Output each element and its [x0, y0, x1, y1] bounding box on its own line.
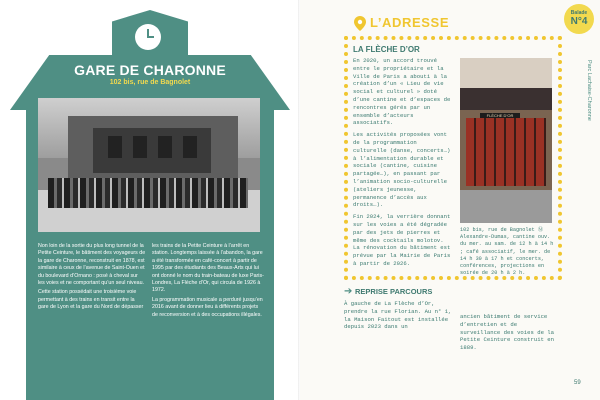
page-title: GARE DE CHARONNE — [74, 62, 226, 78]
reprise-text-right: ancien bâtiment de service d’entretien et de surveillance des voies de la Petite Ceinture construit en 1889. — [460, 313, 554, 352]
historic-photo — [38, 98, 260, 232]
venue-sign: FLÈCHE D’OR — [480, 113, 520, 121]
badge-number: N°4 — [570, 16, 588, 27]
paragraph: Cette station possédait une troisième voie permettant à des trains en transit entre la gare de Lyon et la gare du Nord de dépasser — [38, 289, 144, 311]
badge-label: Balade — [570, 10, 588, 16]
venue-photo — [460, 58, 552, 223]
text-column-2 — [152, 243, 264, 321]
paragraph: les trains de la Petite Ceinture à l’arrêt en station. Longtemps laissée à l’abandon, la gare a été transformée en café-concert à partir de 1995 par des étudiants des Beaux-Arts qui lui ont donné le nom du train-bateau de luxe Paris-Londres, La Flèche d’Or, qui circula de 1926 à 1972. — [152, 243, 264, 294]
address-text — [353, 57, 453, 272]
clock-icon — [135, 24, 161, 50]
vertical-label: Parc Lachaise-Charonne — [586, 60, 592, 121]
reprise-title: REPRISE PARCOURS — [355, 287, 433, 296]
text-column-1 — [38, 243, 146, 314]
page-number: 59 — [574, 380, 581, 386]
walk-badge — [564, 4, 594, 34]
paragraph: La programmation musicale a perduré jusqu’en 2016 avant de donner lieu à différents projets de reconversion et à des occupations illégales. — [152, 296, 263, 318]
paragraph: Fin 2024, la verrière donnant sur les voies a été dégradée par des jets de pierres et même des cocktails molotov. La rénovation du bâtiment est prévue par la Mairie de Paris à partir de 2026. — [353, 213, 451, 267]
box-title: LA FLÈCHE D’OR — [353, 45, 420, 54]
paragraph: Non loin de la sortie du plus long tunnel de la Petite Ceinture, le bâtiment des voyageurs de la gare de Charonne, reconstruit en 1878, est similaire à ceux de l’avenue de Saint-Ouen et du boulevard d’Ornano : posé à cheval sur les voies et ne comportant qu’un seul niveau. — [38, 243, 146, 287]
location-pin-icon — [354, 16, 366, 31]
left-text — [38, 243, 264, 393]
paragraph: En 2020, un accord trouvé entre le propriétaire et la Ville de Paris a abouti à la création d’un « Lieu de vie social et culturel » doté d’une cantine et d’espaces de rencontres gérés par un ensemble d’acteurs associatifs. — [353, 57, 451, 127]
reprise-text-left: À gauche de La Flèche d’Or, prendre la rue Florian. Au n° 1, la Maison Faitout est installée depuis 2023 dans un — [344, 300, 452, 331]
paragraph: Les activités proposées vont de la programmation culturelle (danse, concerts…) à l’alimentation durable et sociale (cantine, cuisine partagée…), en passant par l’animation socio-culturelle (ateliers jeunesse, permanence d’accès aux droits…). — [353, 131, 451, 209]
page-subtitle: 102 bis, rue de Bagnolet — [109, 79, 191, 86]
arrow-right-icon: ➔ — [344, 286, 353, 297]
section-title: L’ADRESSE — [370, 15, 450, 30]
photo-caption: 102 bis, rue de Bagnolet Ⓜ Alexandre-Dumas, cantine ouv. du mer. au sam. de 12 h à 14 h ; café associatif, le mer. de 14 h 30 à 17 h et concerts, conférences, projections en soirée de 20 h à 2 h. — [460, 227, 554, 277]
